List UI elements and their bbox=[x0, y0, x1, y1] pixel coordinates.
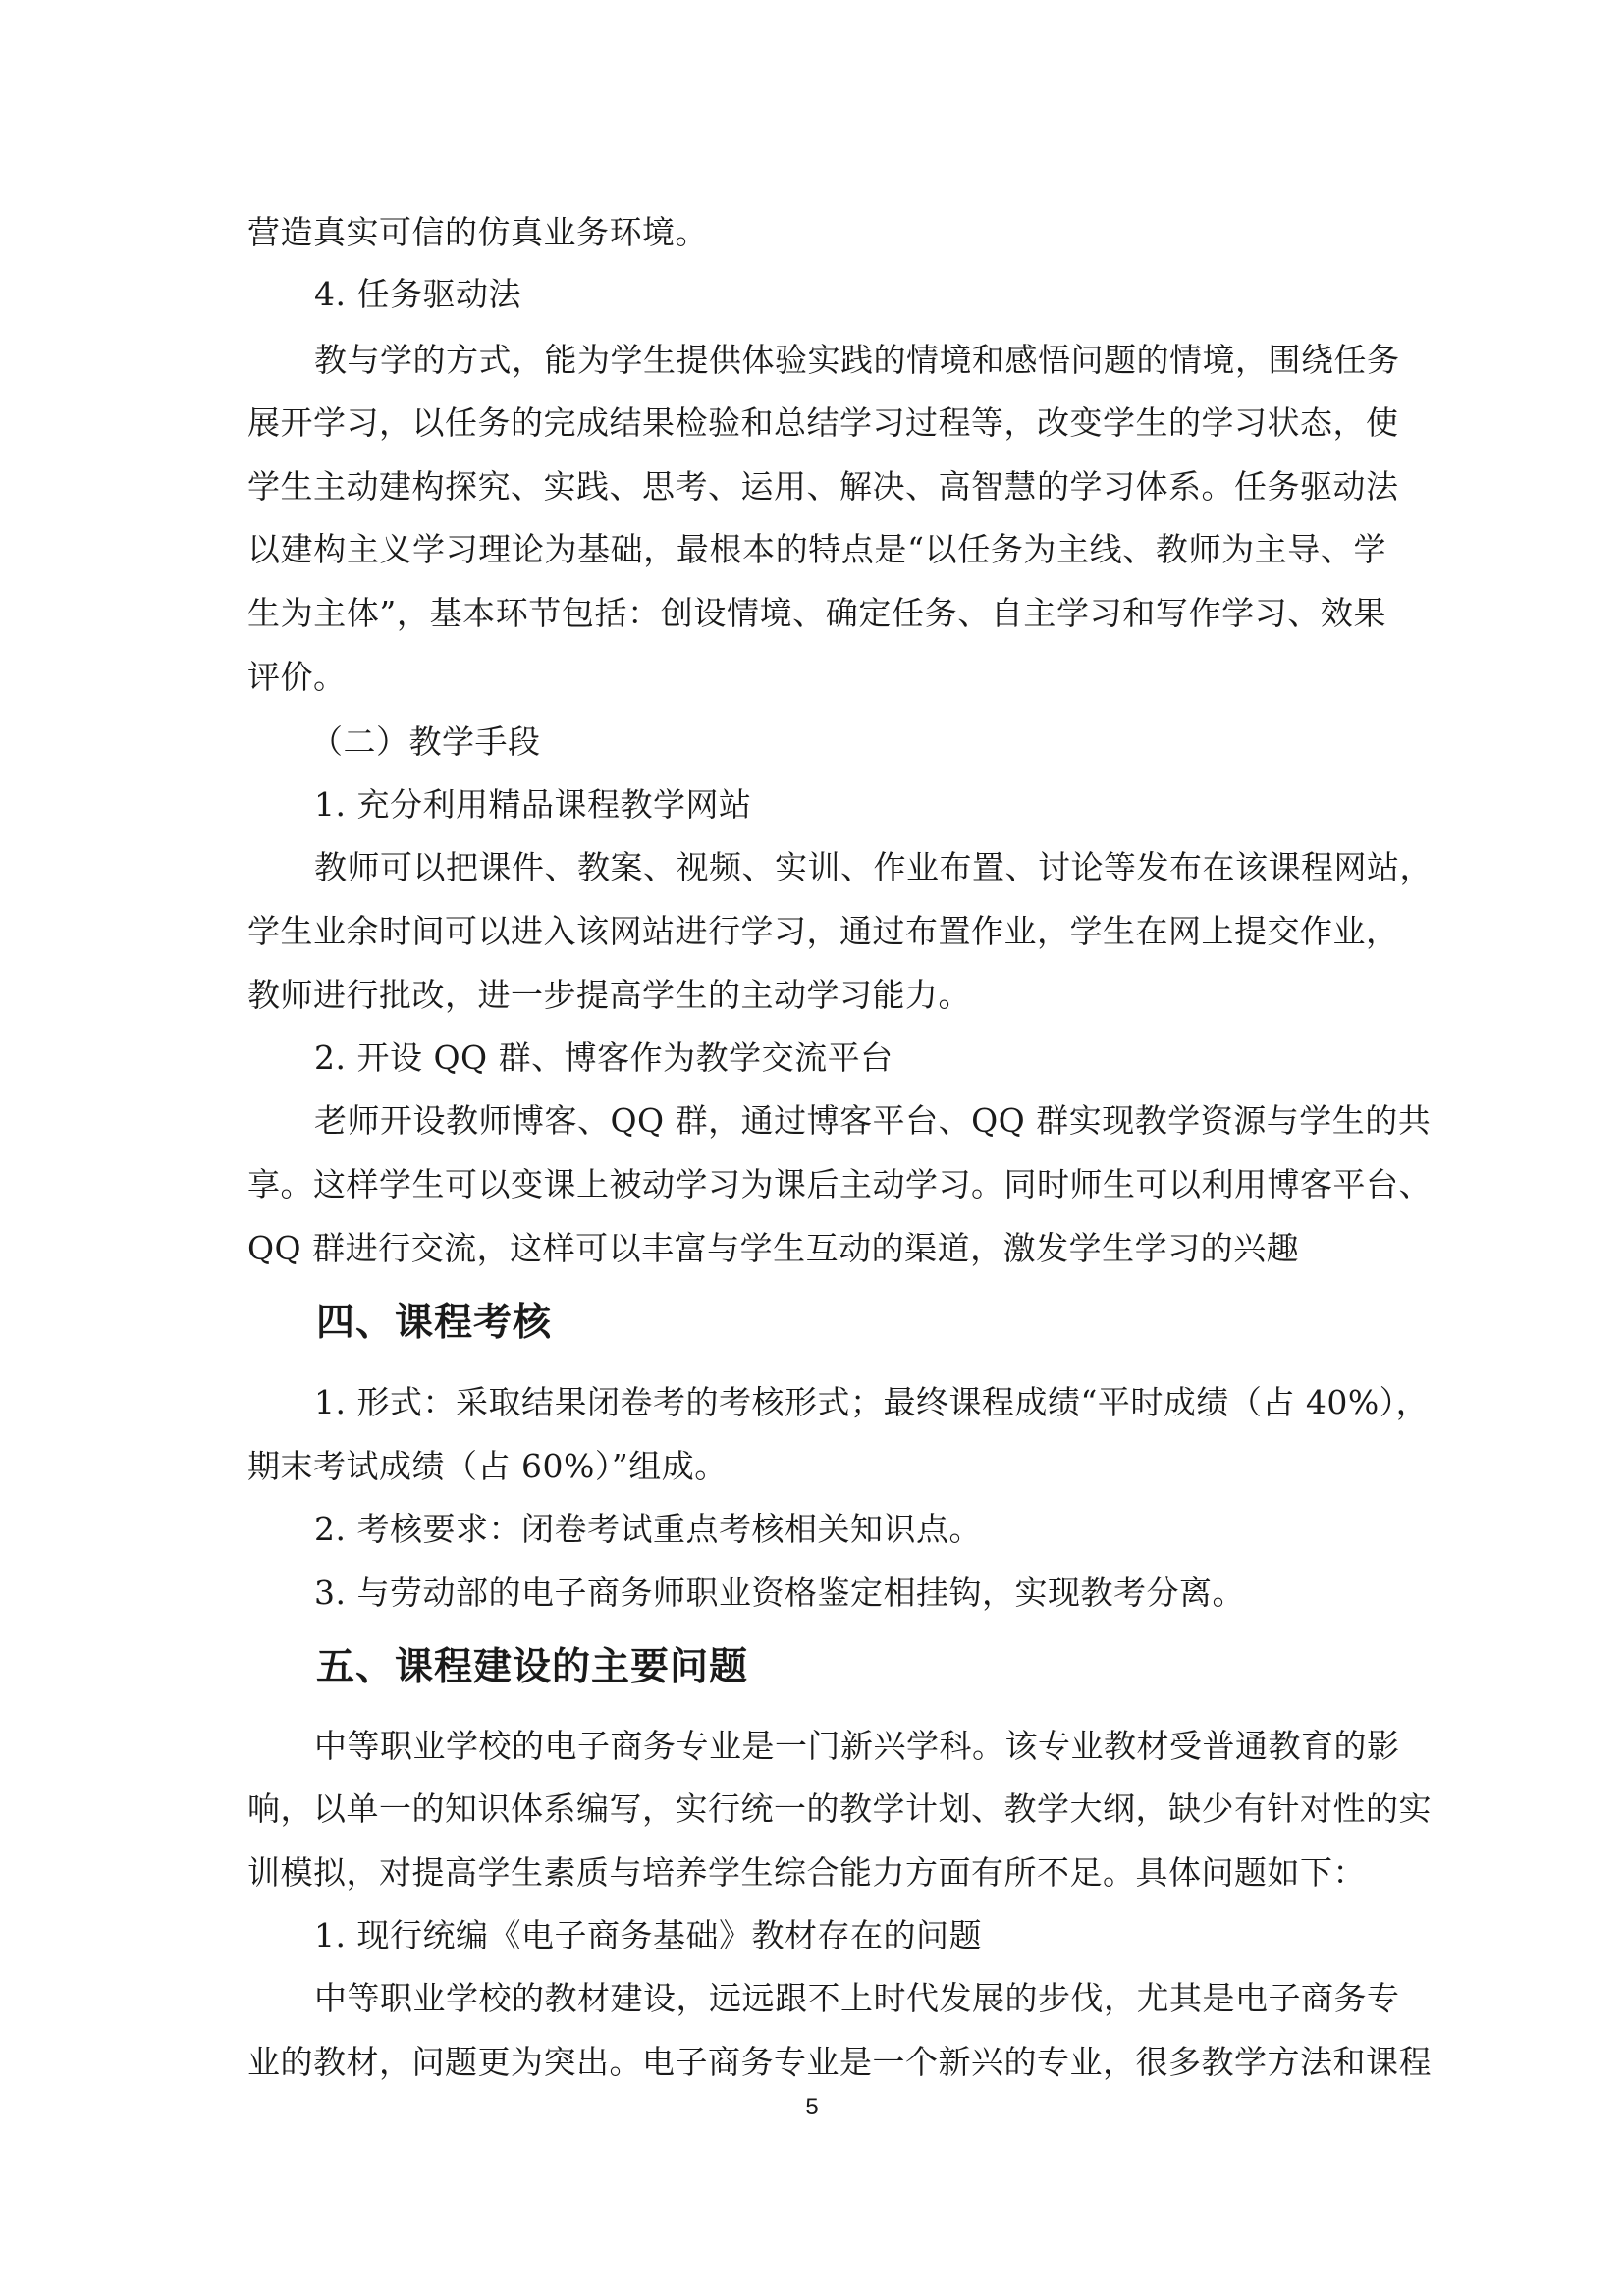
paragraph-line: 中等职业学校的教材建设，远远跟不上时代发展的步伐，尤其是电子商务专 bbox=[314, 1979, 1400, 2017]
paragraph-line: 学生主动建构探究、实践、思考、运用、解决、高智慧的学习体系。任务驱动法 bbox=[247, 467, 1399, 506]
list-item-heading: 1. 现行统编《电子商务基础》教材存在的问题 bbox=[314, 1916, 982, 1954]
paragraph-line: 2. 考核要求：闭卷考试重点考核相关知识点。 bbox=[314, 1510, 982, 1548]
section-heading-course-assessment: 四、课程考核 bbox=[316, 1301, 553, 1345]
paragraph-line: 营造真实可信的仿真业务环境。 bbox=[247, 213, 708, 251]
paragraph-line: 教与学的方式，能为学生提供体验实践的情境和感悟问题的情境，围绕任务 bbox=[314, 341, 1400, 379]
paragraph-line: 老师开设教师博客、QQ 群，通过博客平台、QQ 群实现教学资源与学生的共 bbox=[314, 1101, 1432, 1140]
paragraph-line: 享。这样学生可以变课上被动学习为课后主动学习。同时师生可以利用博客平台、 bbox=[247, 1165, 1432, 1203]
paragraph-line: 中等职业学校的电子商务专业是一门新兴学科。该专业教材受普通教育的影 bbox=[314, 1727, 1400, 1765]
paragraph-line: 学生业余时间可以进入该网站进行学习，通过布置作业，学生在网上提交作业， bbox=[247, 912, 1399, 950]
paragraph-line: 期末考试成绩（占 60%）”组成。 bbox=[247, 1447, 728, 1485]
list-item-heading: 2. 开设 QQ 群、博客作为教学交流平台 bbox=[314, 1039, 893, 1077]
paragraph-line: 1. 形式：采取结果闭卷考的考核形式；最终课程成绩“平时成绩（占 40%）， bbox=[314, 1383, 1430, 1421]
paragraph-line: 生为主体”，基本环节包括：创设情境、确定任务、自主学习和写作学习、效果 bbox=[247, 594, 1386, 632]
paragraph-line: 以建构主义学习理论为基础，最根本的特点是“以任务为主线、教师为主导、学 bbox=[247, 530, 1386, 568]
subheading-task-driven: 4. 任务驱动法 bbox=[314, 275, 521, 313]
paragraph-line: 展开学习，以任务的完成结果检验和总结学习过程等，改变学生的学习状态，使 bbox=[247, 403, 1399, 442]
paragraph-line: 教师进行批改，进一步提高学生的主动学习能力。 bbox=[247, 976, 971, 1014]
subheading-teaching-means: （二）教学手段 bbox=[310, 722, 541, 761]
paragraph-line: 响，以单一的知识体系编写，实行统一的教学计划、教学大纲，缺少有针对性的实 bbox=[247, 1789, 1432, 1828]
page-number: 5 bbox=[805, 2094, 819, 2120]
section-heading-main-issues: 五、课程建设的主要问题 bbox=[316, 1645, 749, 1689]
paragraph-line: QQ 群进行交流，这样可以丰富与学生互动的渠道，激发学生学习的兴趣 bbox=[247, 1229, 1300, 1267]
paragraph-line: 业的教材，问题更为突出。电子商务专业是一个新兴的专业，很多教学方法和课程 bbox=[247, 2043, 1432, 2081]
list-item-heading: 1. 充分利用精品课程教学网站 bbox=[314, 785, 752, 824]
paragraph-line: 教师可以把课件、教案、视频、实训、作业布置、讨论等发布在该课程网站， bbox=[314, 848, 1433, 886]
paragraph-line: 3. 与劳动部的电子商务师职业资格鉴定相挂钩，实现教考分离。 bbox=[314, 1574, 1245, 1612]
paragraph-line: 训模拟，对提高学生素质与培养学生综合能力方面有所不足。具体问题如下： bbox=[247, 1853, 1366, 1892]
paragraph-line: 评价。 bbox=[247, 658, 347, 696]
